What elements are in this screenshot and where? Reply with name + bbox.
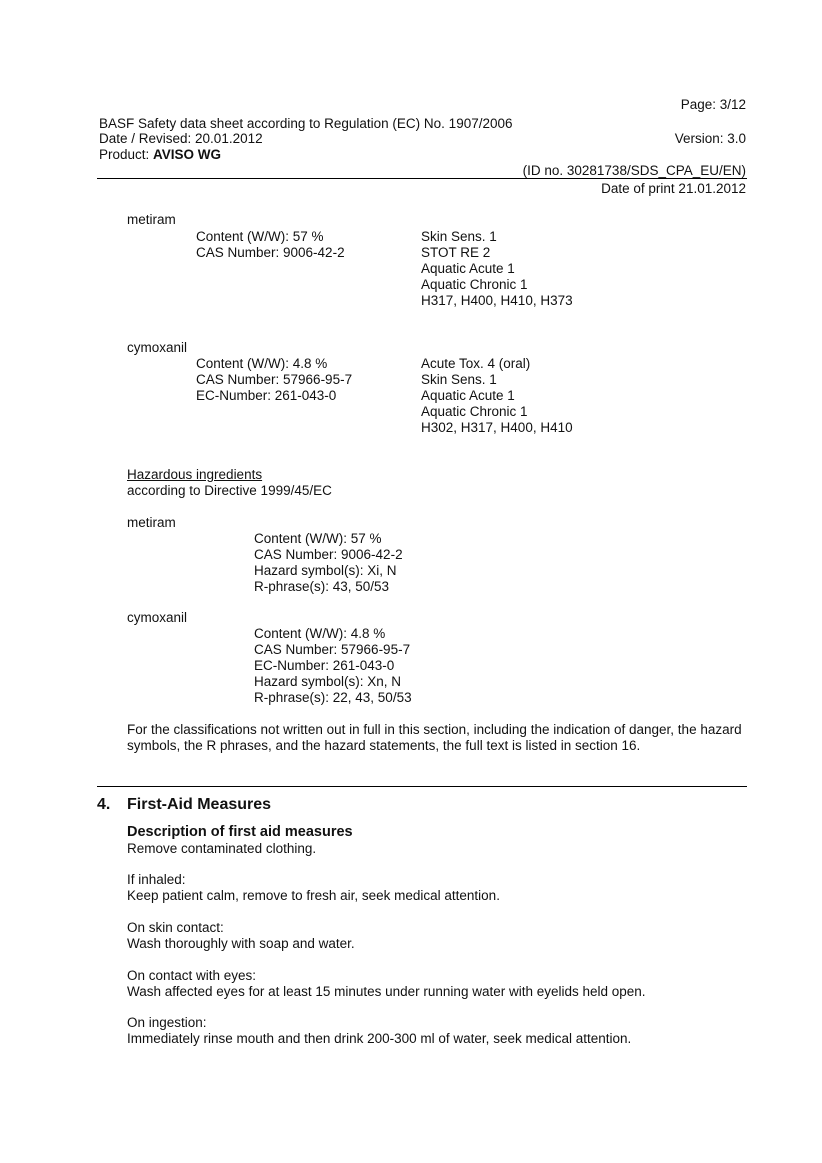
detail-line: EC-Number: 261-043-0 [196, 388, 337, 403]
first-aid-label: If inhaled: [127, 872, 186, 887]
substance-name: cymoxanil [127, 610, 188, 625]
header-rule [97, 178, 747, 179]
detail-line: CAS Number: 9006-42-2 [196, 245, 345, 260]
date-revised: Date / Revised: 20.01.2012 [99, 131, 263, 146]
first-aid-text: Wash affected eyes for at least 15 minutes under running water with eyelids held open. [127, 984, 646, 999]
substance-classification [421, 356, 573, 436]
class-line: Skin Sens. 1 [421, 372, 497, 387]
product-name: AVISO WG [153, 147, 222, 162]
classification-note: For the classifications not written out in full in this section, including the indication of danger, the hazard symbols, the R phrases, and the hazard statements, the full text is listed in section 16. [127, 722, 742, 753]
product-label: Product: [99, 147, 154, 162]
first-aid-text: Wash thoroughly with soap and water. [127, 936, 355, 951]
detail-line: CAS Number: 57966-95-7 [254, 642, 411, 657]
detail-line: Hazard symbol(s): Xi, N [254, 563, 397, 578]
first-aid-label: On skin contact: [127, 920, 224, 935]
detail-line: CAS Number: 57966-95-7 [196, 372, 353, 387]
first-aid-label: On contact with eyes: [127, 968, 257, 983]
class-line: Acute Tox. 4 (oral) [421, 356, 531, 371]
section-number: 4. [97, 796, 111, 813]
subsection-title: Description of first aid measures [127, 824, 353, 840]
class-line: H317, H400, H410, H373 [421, 293, 573, 308]
section-title: First-Aid Measures [127, 796, 272, 813]
first-aid-text: Immediately rinse mouth and then drink 200-300 ml of water, seek medical attention. [127, 1031, 632, 1046]
substance-details [254, 531, 403, 595]
substance-name: cymoxanil [127, 340, 188, 355]
class-line: H302, H317, H400, H410 [421, 420, 573, 435]
sds-title: BASF Safety data sheet according to Regulation (EC) No. 1907/2006 [99, 116, 513, 131]
detail-line: CAS Number: 9006-42-2 [254, 547, 403, 562]
first-aid-text: Keep patient calm, remove to fresh air, seek medical attention. [127, 888, 500, 903]
section-rule [97, 786, 747, 787]
class-line: Aquatic Acute 1 [421, 388, 515, 403]
detail-line: R-phrase(s): 22, 43, 50/53 [254, 690, 412, 705]
detail-line: EC-Number: 261-043-0 [254, 658, 395, 673]
detail-line: Content (W/W): 4.8 % [196, 356, 328, 371]
product-line [99, 147, 221, 163]
substance-classification [421, 229, 573, 309]
class-line: Aquatic Chronic 1 [421, 404, 528, 419]
version: Version: 3.0 [674, 131, 746, 146]
substance-details [254, 626, 412, 706]
hazardous-ingredients-heading: Hazardous ingredients [127, 467, 263, 482]
substance-details [196, 229, 345, 261]
class-line: Aquatic Chronic 1 [421, 277, 528, 292]
class-line: Skin Sens. 1 [421, 229, 497, 244]
detail-line: R-phrase(s): 43, 50/53 [254, 579, 390, 594]
detail-line: Content (W/W): 57 % [254, 531, 382, 546]
intro-text: Remove contaminated clothing. [127, 841, 317, 856]
hazardous-ingredients-subtitle: according to Directive 1999/45/EC [127, 483, 332, 498]
date-of-print: Date of print 21.01.2012 [601, 181, 746, 196]
substance-name: metiram [127, 212, 176, 227]
id-number: (ID no. 30281738/SDS_CPA_EU/EN) [522, 163, 746, 178]
page-number: Page: 3/12 [680, 97, 746, 112]
detail-line: Hazard symbol(s): Xn, N [254, 674, 402, 689]
class-line: Aquatic Acute 1 [421, 261, 515, 276]
detail-line: Content (W/W): 4.8 % [254, 626, 386, 641]
substance-name: metiram [127, 515, 176, 530]
detail-line: Content (W/W): 57 % [196, 229, 324, 244]
substance-details [196, 356, 352, 404]
first-aid-label: On ingestion: [127, 1015, 207, 1030]
class-line: STOT RE 2 [421, 245, 491, 260]
